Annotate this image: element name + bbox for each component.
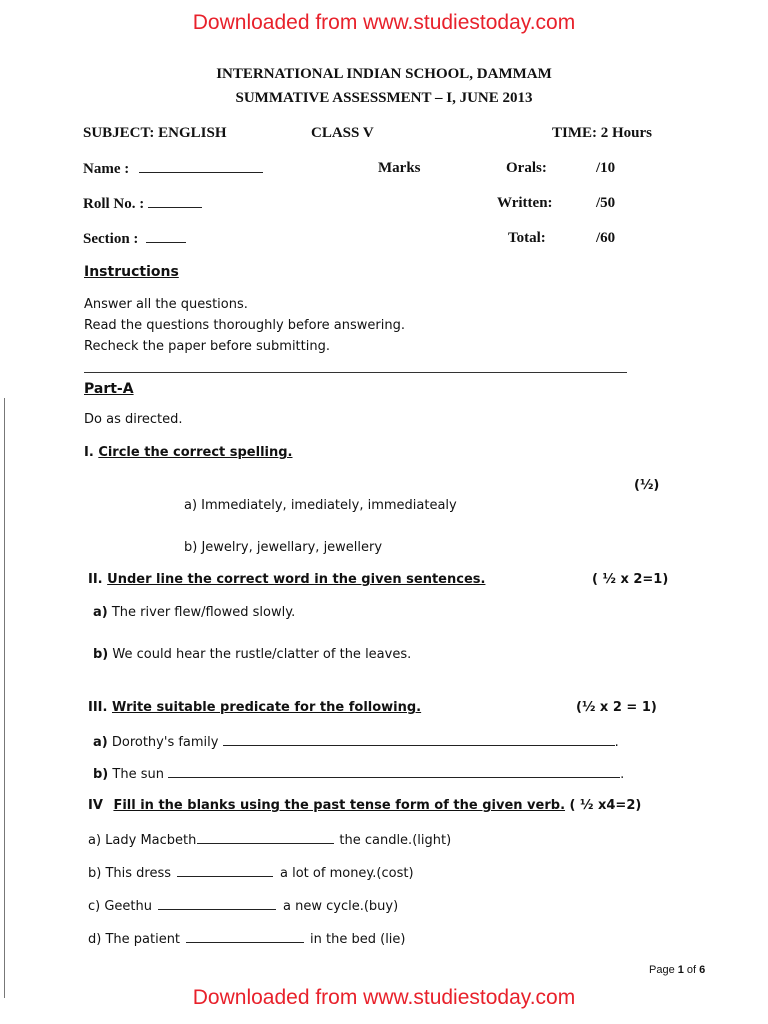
part-a-direction: Do as directed. xyxy=(84,412,183,427)
q4-c-pre: c) Geethu xyxy=(88,899,152,914)
q1-heading xyxy=(84,445,293,460)
exam-title: SUMMATIVE ASSESSMENT – I, JUNE 2013 xyxy=(235,90,533,106)
marks-label: Marks xyxy=(378,160,421,176)
q3-a-label: a) xyxy=(93,735,108,750)
q1-option-a[interactable]: a) Immediately, imediately, immediatealy xyxy=(184,498,457,513)
q4-d-pre: d) The patient xyxy=(88,932,181,947)
roll-blank[interactable] xyxy=(148,195,202,208)
q4-item-a xyxy=(88,831,451,848)
q1-title: Circle the correct spelling. xyxy=(98,445,293,460)
page-number xyxy=(649,964,705,976)
q4-b-post: a lot of money.(cost) xyxy=(280,866,414,881)
total-value: /60 xyxy=(596,230,616,246)
q2-marks: ( ½ x 2=1) xyxy=(592,572,669,587)
q3-number: III. xyxy=(88,700,108,715)
q4-b-pre: b) This dress xyxy=(88,866,172,881)
q4-c-post: a new cycle.(buy) xyxy=(283,899,399,914)
q4-item-d xyxy=(88,930,405,947)
q1-number: I. xyxy=(84,445,94,460)
total-label: Total: xyxy=(508,230,546,246)
q3-b-blank[interactable] xyxy=(168,765,620,778)
name-field xyxy=(83,160,263,178)
q4-d-blank[interactable] xyxy=(186,930,304,943)
written-label: Written: xyxy=(497,195,553,211)
q4-item-c xyxy=(88,897,398,914)
part-a-heading: Part-A xyxy=(84,381,134,397)
q2-a-label: a) xyxy=(93,605,108,620)
q3-title: Write suitable predicate for the following. xyxy=(111,700,422,715)
class-label: CLASS V xyxy=(311,125,374,141)
page-current: 1 xyxy=(677,964,684,976)
q1-option-b[interactable]: b) Jewelry, jewellary, jewellery xyxy=(184,540,383,555)
q3-a-blank[interactable] xyxy=(223,733,615,746)
q4-item-b xyxy=(88,864,414,881)
q2-sentence-b[interactable] xyxy=(93,647,411,662)
school-name: INTERNATIONAL INDIAN SCHOOL, DAMMAM xyxy=(216,66,552,82)
q4-c-blank[interactable] xyxy=(158,897,276,910)
q3-b-text: The sun xyxy=(112,767,164,782)
q4-number: IV xyxy=(88,798,103,813)
q3-marks: (½ x 2 = 1) xyxy=(576,700,657,715)
page-total: 6 xyxy=(699,964,706,976)
written-value: /50 xyxy=(596,195,616,211)
subject-label: SUBJECT: ENGLISH xyxy=(83,125,227,141)
q4-a-blank[interactable] xyxy=(197,831,334,844)
q4-a-post: the candle.(light) xyxy=(339,833,452,848)
q2-title: Under line the correct word in the given sentences. xyxy=(107,572,486,587)
orals-value: /10 xyxy=(596,160,616,176)
roll-field xyxy=(83,195,202,213)
page-of: of xyxy=(683,964,700,976)
q3-heading xyxy=(88,700,421,715)
q2-sentence-a[interactable] xyxy=(93,605,295,620)
section-field xyxy=(83,230,186,248)
time-label: TIME: 2 Hours xyxy=(552,125,653,141)
q1-marks: (½) xyxy=(634,478,660,493)
instructions-heading: Instructions xyxy=(84,264,179,280)
q3-a-end: . xyxy=(614,735,619,750)
q3-item-b xyxy=(93,765,624,782)
q4-a-pre: a) Lady Macbeth xyxy=(88,833,197,848)
watermark-top: Downloaded from www.studiestoday.com xyxy=(192,11,576,34)
q3-a-text: Dorothy's family xyxy=(111,735,219,750)
scan-margin-line xyxy=(4,398,5,998)
name-label: Name : xyxy=(83,161,130,177)
instruction-line-2: Read the questions thoroughly before answering. xyxy=(84,318,405,333)
section-label: Section : xyxy=(83,231,139,247)
q4-marks: ( ½ x4=2) xyxy=(569,798,642,813)
roll-label: Roll No. : xyxy=(83,196,145,212)
page-prefix: Page xyxy=(649,964,678,976)
q2-a-text: The river flew/flowed slowly. xyxy=(111,605,296,620)
section-blank[interactable] xyxy=(146,230,186,243)
instruction-line-3: Recheck the paper before submitting. xyxy=(84,339,330,354)
instructions-divider xyxy=(84,372,627,373)
q3-b-end: . xyxy=(620,767,625,782)
q4-title: Fill in the blanks using the past tense form of the given verb. xyxy=(113,798,566,813)
watermark-bottom: Downloaded from www.studiestoday.com xyxy=(192,986,576,1009)
q4-d-post: in the bed (lie) xyxy=(310,932,406,947)
q4-heading xyxy=(88,798,641,813)
instruction-line-1: Answer all the questions. xyxy=(84,297,248,312)
q2-heading xyxy=(88,572,485,587)
name-blank[interactable] xyxy=(139,160,263,173)
q2-b-text: We could hear the rustle/clatter of the leaves. xyxy=(112,647,412,662)
q2-b-label: b) xyxy=(93,647,109,662)
q4-b-blank[interactable] xyxy=(177,864,273,877)
q3-item-a xyxy=(93,733,619,750)
q2-number: II. xyxy=(88,572,103,587)
orals-label: Orals: xyxy=(506,160,547,176)
q3-b-label: b) xyxy=(93,767,109,782)
